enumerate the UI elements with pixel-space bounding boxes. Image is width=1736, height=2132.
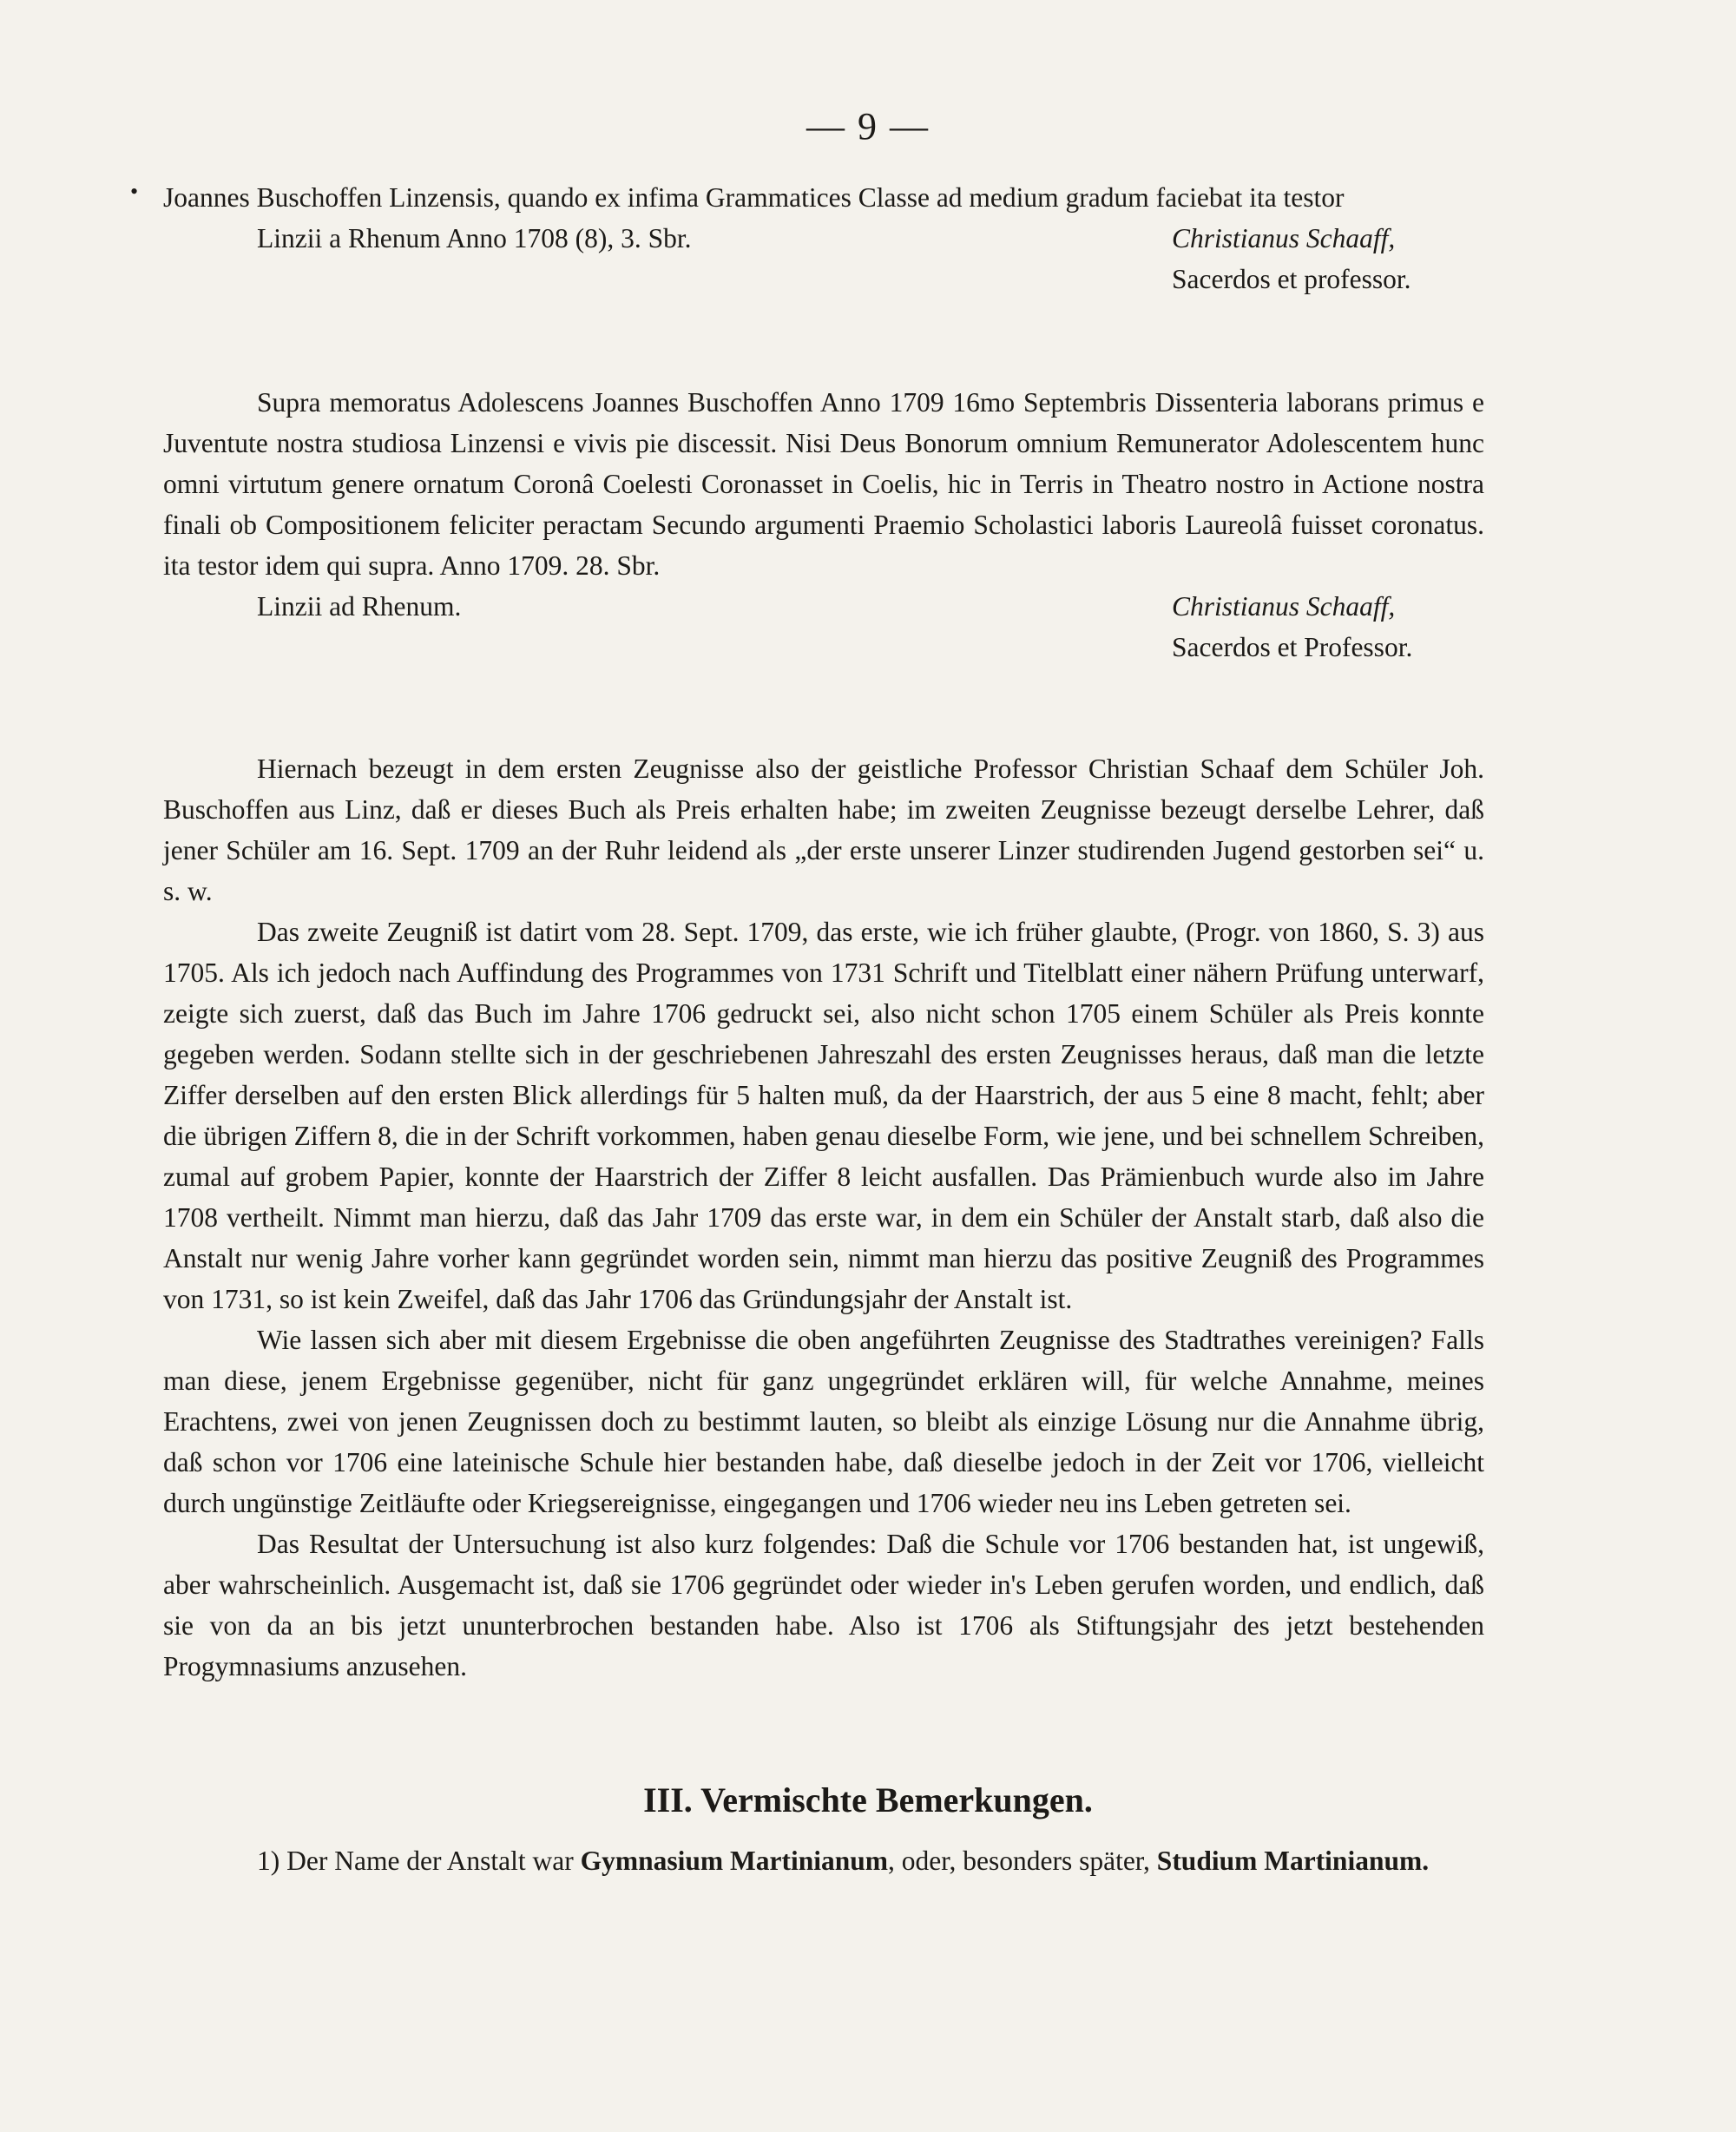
body-paragraph-3: Wie lassen sich aber mit diesem Ergebnisse die oben angeführten Zeugnisse des Stadtrathes vereinigen? Falls man diese, jenem Ergebnisse gegenüber, nicht für ganz ungegründet erklären will, für welche Annahme, meines Erachtens, zwei von jenen Zeugnissen doch zu bestimmt lauten, so bleibt als einzige Lösung nur die Annahme übrig, daß schon vor 1706 eine lateinische Schule hier bestanden habe, daß dieselbe jedoch in der Zeit vor 1706, vielleicht durch ungünstige Zeitläufte oder Kriegsereignisse, eingegangen und 1706 wieder neu ins Leben getreten sei. [163,1325,1484,1518]
section-heading: III. Vermischte Bemerkungen. [643,1780,1093,1819]
certificate-2-place: Linzii ad Rhenum. [257,591,462,622]
certificate-1-signature-title: Sacerdos et professor. [1172,264,1411,294]
certificate-2-text: Supra memoratus Adolescens Joannes Buschoffen Anno 1709 16mo Septembris Dissenteria laborans primus e Juventute nostra studiosa Linzensi e vivis pie discessit. Nisi Deus Bonorum omnium Remunerator Adolescentem hunc omni virtutum genere ornatum Coronâ Coelesti Coronasset in Coelis, hic in Terris in Theatro nostro in Actione nostra finali ob Compositionem feliciter peractam Secundo argumenti Praemio Scholastici laboris Laureolâ fuisset coronatus. ita testor idem qui supra. Anno 1709. 28. Sbr. [163,387,1484,581]
body-text [163,748,1484,1687]
page-number: — 9 — [806,105,930,148]
certificate-2-signature-name: Christianus Schaaff, [1172,591,1396,622]
final-paragraph [163,1840,1484,1881]
latin-name-2: Studium Martinianum. [1156,1846,1430,1876]
final-paragraph-middle: , oder, besonders später, [888,1846,1150,1876]
final-paragraph-text [163,1840,1484,1881]
final-paragraph-prefix: 1) Der Name der Anstalt war [257,1846,574,1876]
latin-name-1: Gymnasium Martinianum [580,1846,889,1876]
certificate-1-signature-row [163,218,1484,259]
certificate-1 [163,177,1484,299]
body-paragraph-2: Das zweite Zeugniß ist datirt vom 28. Sept. 1709, das erste, wie ich früher glaubte, (Progr. von 1860, S. 3) aus 1705. Als ich jedoch nach Auffindung des Programmes von 1731 Schrift und Titelblatt einer nähern Prüfung unterwarf, zeigte sich zuerst, daß das Buch im Jahre 1706 gedruckt sei, also nicht schon 1705 einem Schüler als Preis konnte gegeben werden. Sodann stellte sich in der geschriebenen Jahreszahl des ersten Zeugnisses heraus, daß man die letzte Ziffer derselben auf den ersten Blick allerdings für 5 halten muß, da der Haarstrich, der aus 5 eine 8 macht, fehlt; aber die übrigen Ziffern 8, die in der Schrift vorkommen, haben genau dieselbe Form, wie jene, und bei schnellem Schreiben, zumal auf grobem Papier, konnte der Haarstrich der Ziffer 8 leicht ausfallen. Das Prämienbuch wurde also im Jahre 1708 vertheilt. Nimmt man hierzu, daß das Jahr 1709 das erste war, in dem ein Schüler der Anstalt starb, daß also die Anstalt nur wenig Jahre vorher kann gegründet worden sein, nimmt man hierzu das positive Zeugniß des Programmes von 1731, so ist kein Zweifel, daß das Jahr 1706 das Gründungsjahr der Anstalt ist. [163,917,1484,1314]
certificate-2-signature-row [163,586,1484,627]
certificate-1-text: Joannes Buschoffen Linzensis, quando ex infima Grammatices Classe ad medium gradum faciebat ita testor [163,182,1345,213]
certificate-1-title-row [163,259,1484,299]
certificate-2 [163,382,1484,668]
body-paragraph-4: Das Resultat der Untersuchung ist also kurz folgendes: Daß die Schule vor 1706 bestanden hat, ist ungewiß, aber wahrscheinlich. Ausgemacht ist, daß sie 1706 gegründet oder wieder in's Leben gerufen worden, und endlich, daß sie von da an bis jetzt ununterbrochen bestanden habe. Also ist 1706 als Stiftungsjahr des jetzt bestehenden Progymnasiums anzusehen. [163,1529,1484,1681]
body-paragraph-1: Hiernach bezeugt in dem ersten Zeugnisse also der geistliche Professor Christian Schaaf dem Schüler Joh. Buschoffen aus Linz, daß er dieses Buch als Preis erhalten habe; im zweiten Zeugnisse bezeugt derselbe Lehrer, daß jener Schüler am 16. Sept. 1709 an der Ruhr leidend als „der erste unserer Linzer studirenden Jugend gestorben sei“ u. s. w. [163,753,1484,906]
margin-mark: • [130,179,139,204]
certificate-1-signature-name: Christianus Schaaff, [1172,223,1396,253]
certificate-2-title-row [163,627,1484,668]
certificate-1-place-date: Linzii a Rhenum Anno 1708 (8), 3. Sbr. [257,223,692,253]
certificate-2-signature-title: Sacerdos et Professor. [1172,632,1413,662]
